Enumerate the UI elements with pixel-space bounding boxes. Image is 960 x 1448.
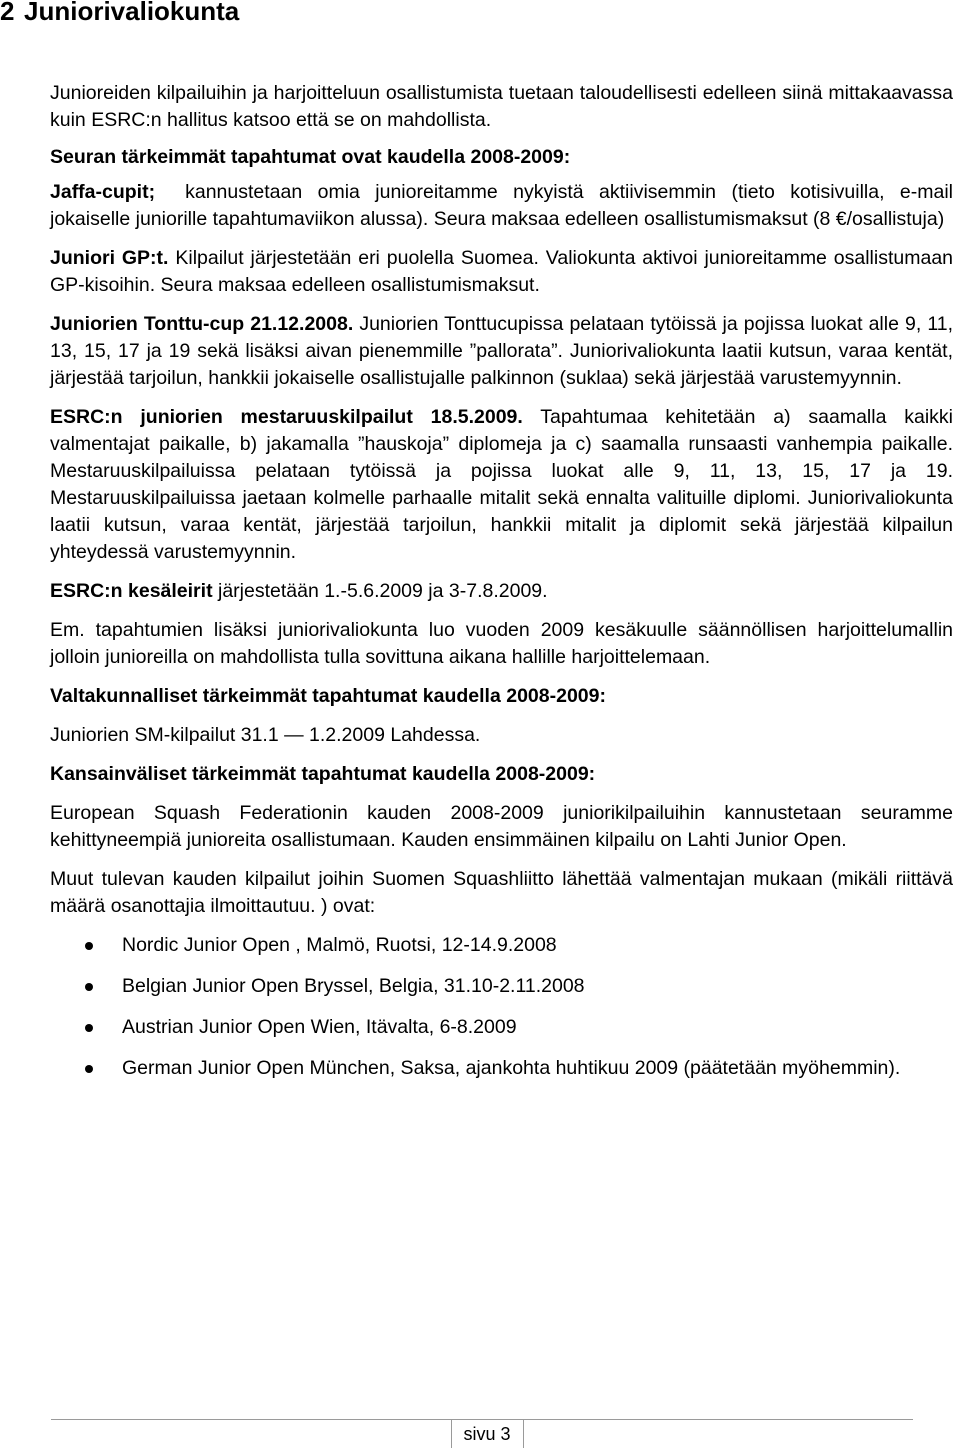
jaffa-cup-label: Jaffa-cupit; [50,181,156,203]
bullet-icon [85,942,93,950]
em-paragraph: Em. tapahtumien lisäksi juniorivaliokunta luo vuoden 2009 kesäkuulle säännöllisen harjoittelumallin jolloin junioreilla on mahdollista tulla sovittuna aikana hallille harjoittelemaan. [50,619,953,668]
document-body [50,80,953,1096]
juniori-gp-text: Kilpailut järjestetään eri puolella Suomea. Valiokunta aktivoi junioreitamme osallistumaan GP-kisoihin. Seura maksaa edelleen osallistumismaksut. [50,247,954,296]
list-item [50,932,953,959]
bullet-icon [85,1065,93,1073]
mestaruus-label: ESRC:n juniorien mestaruuskilpailut 18.5.2009. [50,406,523,428]
tonttu-cup-paragraph [50,311,953,392]
list-item-text: Belgian Junior Open Bryssel, Belgia, 31.10-2.11.2008 [122,975,585,997]
list-item [50,1014,953,1041]
jaffa-cup-text: kannustetaan omia junioreitamme nykyistä aktiivisemmin (tieto kotisivuilla, e-mail jokaiselle juniorille tapahtumaviikon alussa). Seura maksaa edelleen osallistumismaksut (8 €/osallistuja) [50,181,953,230]
page-number: sivu 3 [463,1424,511,1444]
valtakunnalliset-heading: Valtakunnalliset tärkeimmät tapahtumat kaudella 2008-2009: [50,685,606,707]
tonttu-cup-label: Juniorien Tonttu-cup 21.12.2008. [50,313,354,335]
kesaleirit-paragraph [50,578,953,605]
muut-paragraph: Muut tulevan kauden kilpailut joihin Suomen Squashliitto lähettää valmentajan mukaan (mikäli riittävä määrä osanottajia ilmoittautuu. ) ovat: [50,868,953,917]
juniori-gp-label: Juniori GP:t. [50,247,169,269]
kesaleirit-label: ESRC:n kesäleirit [50,580,213,602]
list-item [50,973,953,1000]
list-item-text: German Junior Open München, Saksa, ajankohta huhtikuu 2009 (päätetään myöhemmin). [122,1057,901,1079]
kansainvaliset-text: European Squash Federationin kauden 2008-2009 juniorikilpailuihin kannustetaan seuramme kehittyneempiä junioreita osallistumaan. Kauden ensimmäinen kilpailu on Lahti Junior Open. [50,802,953,851]
mestaruus-paragraph [50,404,953,566]
jaffa-cup-paragraph [50,179,953,233]
intro-paragraph: Junioreiden kilpailuihin ja harjoitteluun osallistumista tuetaan taloudellisesti edelleen siinä mittakaavassa kuin ESRC:n hallitus katsoo että se on mahdollista. [50,82,953,131]
kansainvaliset-heading: Kansainväliset tärkeimmät tapahtumat kaudella 2008-2009: [50,763,596,785]
section-heading [0,0,239,27]
section-title: Juniorivaliokunta [24,0,240,26]
list-item-text: Austrian Junior Open Wien, Itävalta, 6-8.2009 [122,1016,517,1038]
juniori-gp-paragraph [50,245,953,299]
tournament-list [50,932,953,1082]
events-intro: Seuran tärkeimmät tapahtumat ovat kaudella 2008-2009: [50,146,571,168]
mestaruus-text: Tapahtumaa kehitetään a) saamalla kaikki valmentajat paikalle, b) jakamalla ”hauskoja” diplomeja ja c) saamalla runsaasti vanhempia paikalle. Mestaruuskilpailuissa pelataan tytöissä ja pojissa luokat alle 9, 11, 13, 15, 17 ja 19. Mestaruuskilpailuissa jaetaan kolmelle parhaalle mitalit sekä ennalta valituille diplomi. Juniorivaliokunta laatii kutsun, varaa kentät, järjestää tarjoilun, hankkii mitalit ja diplomit sekä järjestää kilpailun yhteydessä varustemyynnin. [50,406,953,563]
valtakunnalliset-text: Juniorien SM-kilpailut 31.1 — 1.2.2009 Lahdessa. [50,724,481,746]
bullet-icon [85,983,93,991]
tonttu-cup-text: Juniorien Tonttucupissa pelataan tytöissä ja pojissa luokat alle 9, 11, 13, 15, 17 ja 19 sekä lisäksi aivan pienemmille ”pallorata”. Juniorivaliokunta laatii kutsun, varaa kentät, järjestää tarjoilun, hankkii jokaiselle osallistujalle palkinnon (suklaa) sekä järjestää varustemyynnin. [50,313,953,389]
section-number: 2 [0,0,15,26]
list-item [50,1055,953,1082]
bullet-icon [85,1024,93,1032]
kesaleirit-text: järjestetään 1.-5.6.2009 ja 3-7.8.2009. [217,580,548,602]
list-item-text: Nordic Junior Open , Malmö, Ruotsi, 12-14.9.2008 [122,934,557,956]
